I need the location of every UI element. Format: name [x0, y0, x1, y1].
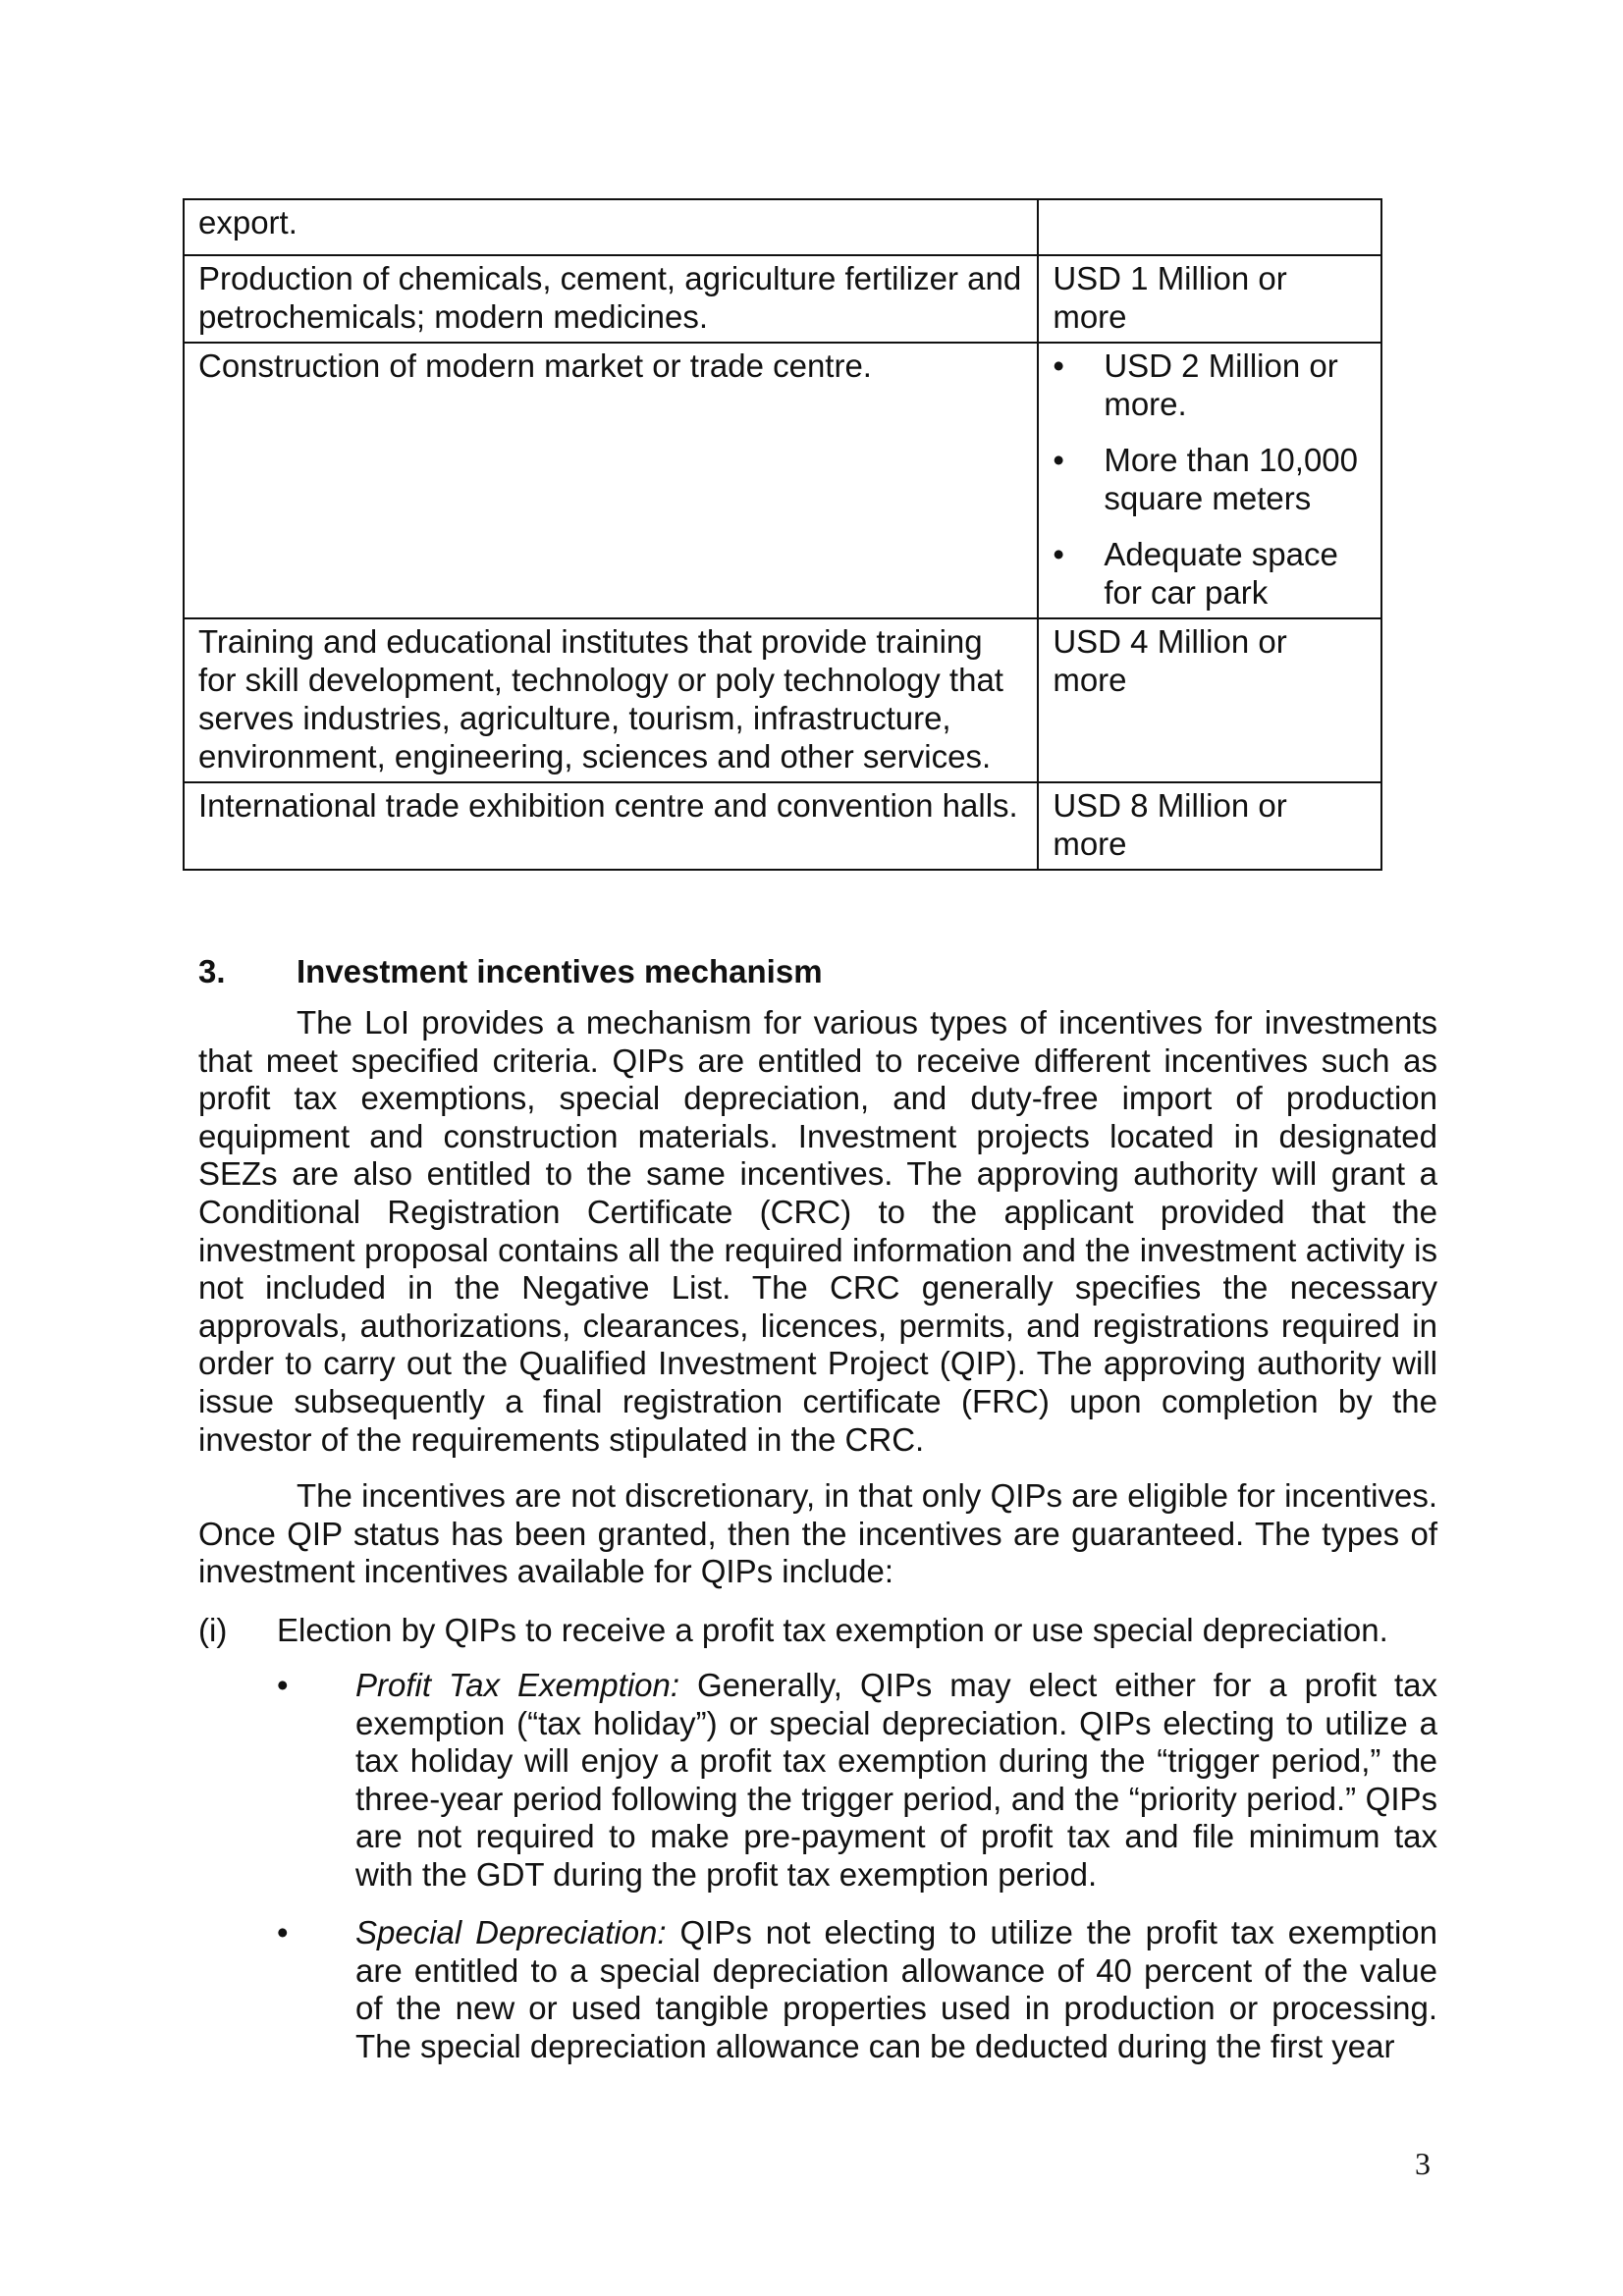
item-text: Election by QIPs to receive a profit tax exemption or use special depreciation. [277, 1612, 1388, 1648]
bullet-term: Profit Tax Exemption: [355, 1667, 680, 1703]
list-item: • More than 10,000 square meters [1053, 441, 1367, 517]
activity-cell: export. [184, 199, 1038, 255]
item-label: (i) [198, 1612, 228, 1648]
list-item-i [198, 1611, 1437, 1649]
paragraph-incentives: The incentives are not discretionary, in that only QIPs are eligible for incentives. Once QIP status has been granted, then the incentives are guaranteed. The types of investment incentives available for QIPs include: [198, 1477, 1437, 1590]
section-title: Investment incentives mechanism [297, 953, 823, 989]
bullet-icon: • [277, 1914, 289, 1950]
amount-cell: USD 4 Million or more [1038, 618, 1381, 782]
amount-requirements-list [1053, 347, 1367, 612]
table-row [184, 255, 1381, 343]
activity-cell: International trade exhibition centre and convention halls. [184, 782, 1038, 870]
paragraph-mechanism: The LoI provides a mechanism for various types of incentives for investments that meet specified criteria. QIPs are entitled to receive different incentives such as profit tax exemptions, special depreciation, and duty-free import of production equipment and construction materials. Investment projects located in designated SEZs are also entitled to the same incentives. The approving authority will grant a Conditional Registration Certificate (CRC) to the applicant provided that the investment proposal contains all the required information and the investment activity is not included in the Negative List. The CRC generally specifies the necessary approvals, authorizations, clearances, licences, permits, and registrations required in order to carry out the Qualified Investment Project (QIP). The approving authority will issue subsequently a final registration certificate (FRC) upon completion by the investor of the requirements stipulated in the CRC. [198, 1004, 1437, 1458]
list-item: • USD 2 Million or more. [1053, 347, 1367, 423]
table-row [184, 782, 1381, 870]
bullet-text [355, 1667, 1437, 1895]
amount-cell [1038, 199, 1381, 255]
table-row [184, 618, 1381, 782]
bullet-term: Special Depreciation: [355, 1914, 667, 1950]
section-number: 3. [198, 953, 226, 989]
amount-cell: USD 1 Million or more [1038, 255, 1381, 343]
amount-cell [1038, 343, 1381, 618]
activity-cell: Training and educational institutes that provide training for skill development, technology or poly technology that serves industries, agriculture, tourism, infrastructure, environment, engineering, sciences and other services. [184, 618, 1038, 782]
table-row [184, 199, 1381, 255]
bullet-body: Generally, QIPs may elect either for a profit tax exemption (“tax holiday”) or special depreciation. QIPs electing to utilize a tax holiday will enjoy a profit tax exemption during the “trigger period,” the three-year period following the trigger period, and the “priority period.” QIPs are not required to make pre-payment of profit tax and file minimum tax with the GDT during the profit tax exemption period. [355, 1667, 1437, 1893]
amount-cell: USD 8 Million or more [1038, 782, 1381, 870]
investment-threshold-table [183, 198, 1382, 871]
list-item: • Adequate space for car park [1053, 535, 1367, 612]
activity-cell: Production of chemicals, cement, agriculture fertilizer and petrochemicals; modern medicines. [184, 255, 1038, 343]
page-number: 3 [1415, 2146, 1431, 2181]
section-heading [198, 952, 823, 991]
activity-cell: Construction of modern market or trade centre. [184, 343, 1038, 618]
bullet-body: QIPs not electing to utilize the profit tax exemption are entitled to a special depreciation allowance of 40 percent of the value of the new or used tangible properties used in production or processing. The special depreciation allowance can be deducted during the first year [355, 1914, 1438, 2064]
bullet-text [355, 1914, 1437, 2065]
bullet-icon: • [277, 1667, 289, 1703]
table-row [184, 343, 1381, 618]
